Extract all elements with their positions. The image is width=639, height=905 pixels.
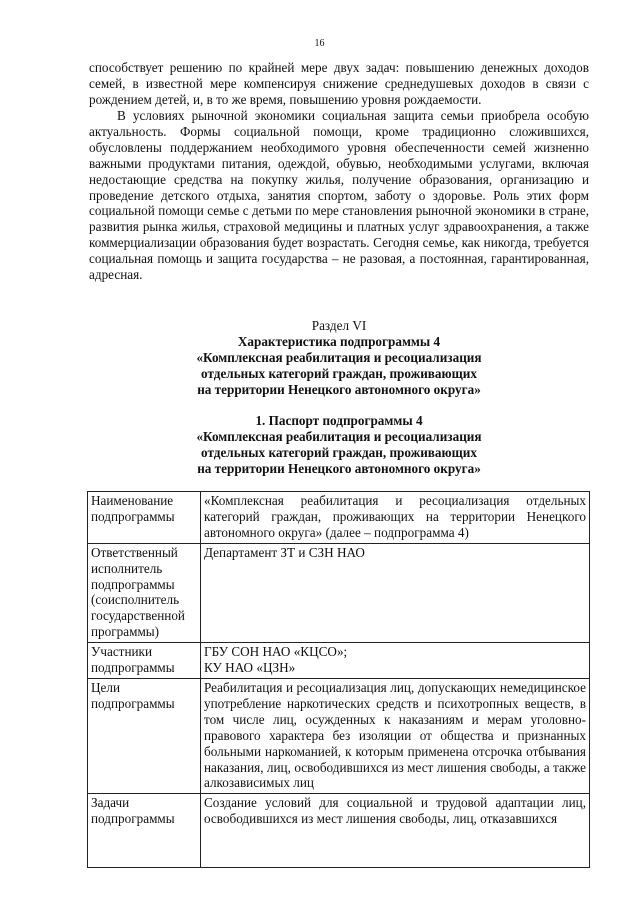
row-value: «Комплексная реабилитация и ресоциализация отдельных категорий граждан, проживающих на территории Ненецкого автономного округа» (далее – подпрограмма 4) (201, 492, 590, 544)
paragraph-social-protection (89, 108, 589, 283)
section-label: Раздел VI (311, 318, 367, 333)
passport-title-line: отдельных категорий граждан, проживающих (201, 444, 477, 460)
row-value: Реабилитация и ресоциализация лиц, допускающих немедицинское употребление наркотических средств и психотропных веществ, в том числе лиц, осужденных к наказаниям и мерам уголовно-правового характера без изоляции от общества и признанных больными наркоманией, к которым применена отсрочка отбывания наказания, лиц, освободившихся из мест лишения свободы, а также алкозависимых лиц (201, 678, 590, 793)
row-value: Департамент ЗТ и СЗН НАО (201, 543, 590, 642)
row-value: Создание условий для социальной и трудовой адаптации лиц, освободившихся из мест лишения свободы, лиц, отказавшихся (201, 794, 590, 868)
page-number: 16 (314, 38, 325, 49)
paragraph-text: способствует решению по крайней мере двух задач: повышению денежных доходов семей, в известной мере компенсируя снижение среднедушевых доходов в связи с рождением детей, и, в то же время, повышению уровня рождаемости. (89, 60, 589, 107)
paragraph-continuation (89, 60, 589, 108)
section-title-line: «Комплексная реабилитация и ресоциализация (196, 349, 482, 365)
passport-title-line: 1. Паспорт подпрограммы 4 (255, 413, 423, 428)
table-row (88, 643, 590, 679)
participant-line: ГБУ СОН НАО «КЦСО»; (204, 644, 348, 660)
row-label: Задачи подпрограммы (88, 794, 201, 868)
table-row (88, 492, 590, 544)
passport-title-line: «Комплексная реабилитация и ресоциализация (196, 428, 482, 444)
table-row (88, 543, 590, 642)
row-label: Наименование подпрограммы (88, 492, 201, 544)
row-value (201, 643, 590, 679)
row-label: Участники подпрограммы (88, 643, 201, 679)
table-row (88, 794, 590, 868)
row-label: Ответственный исполнитель подпрограммы (соисполнитель государственной программы) (88, 543, 201, 642)
participant-line: КУ НАО «ЦЗН» (204, 660, 296, 676)
passport-table (87, 491, 590, 868)
section-title-line: Характеристика подпрограммы 4 (237, 334, 441, 349)
paragraph-text: В условиях рыночной экономики социальная защита семьи приобрела особую актуальность. Формы социальной помощи, кроме традиционно сложившихся, обусловлены поддержанием необходимого уровня обеспеченности семей жизненно важными продуктами питания, одеждой, обувью, необходимыми услугами, включая недостающие средства на покупку жилья, получение образования, организацию и проведение детского отдыха, занятия спортом, заботу о здоровье. Роль этих форм социальной помощи семье с детьми по мере становления рыночной экономики в стране, развития рынка жилья, страховой медицины и платных услуг здравоохранения, а также коммерциализации образования будет возрастать. Сегодня семье, как никогда, требуется социальная помощь и защита государства – не разовая, а постоянная, гарантированная, адресная. (89, 108, 589, 283)
row-label: Цели подпрограммы (88, 678, 201, 793)
passport-title-line: на территории Ненецкого автономного округа» (197, 460, 481, 476)
table-row (88, 678, 590, 793)
section-title-line: отдельных категорий граждан, проживающих (201, 365, 477, 381)
section-title (89, 334, 589, 398)
passport-title (89, 413, 589, 477)
section-title-line: на территории Ненецкого автономного округа» (197, 381, 481, 397)
